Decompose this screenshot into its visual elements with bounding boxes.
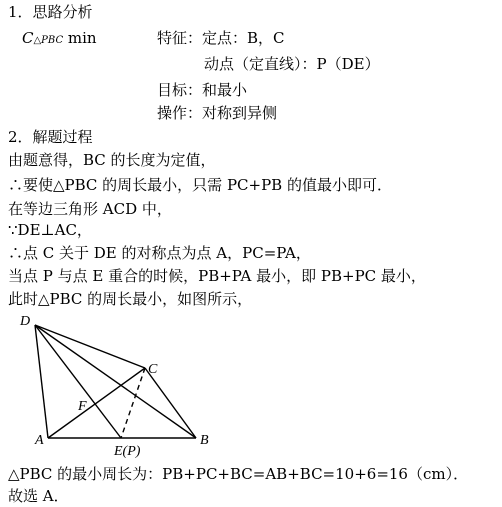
process-line: ∴要使△PBC 的周长最小，只需 PC+PB 的值最小即可． [8,176,392,194]
expr-sub: △PBC [33,35,64,46]
label-A: A [35,433,44,448]
segment-AC [48,368,145,438]
segment-DB [35,325,196,438]
conclusion-result: △PBC 的最小周长为：PB+PC+BC=AB+BC=10+6=16（cm）． [8,465,469,483]
label-D: D [20,314,31,329]
label-E: E(P) [114,444,141,459]
process-line: 此时△PBC 的周长最小，如图所示， [8,290,253,308]
analysis-heading: 1．思路分析 [8,3,93,21]
conclusion-choice: 故选 A． [8,487,69,505]
label-F: F [78,399,87,414]
process-line: 在等边三角形 ACD 中， [8,200,172,218]
process-line: ∵DE⊥AC， [8,221,92,239]
segment-DA [35,325,48,438]
process-line: ∴点 C 关于 DE 的对称点为点 A，PC=PA， [8,244,311,262]
process-line: 当点 P 与点 E 重合的时候，PB+PA 最小，即 PB+PC 最小， [8,267,426,285]
process-heading: 2．解题过程 [8,128,93,146]
moving-point-line: 动点（定直线）：P（DE） [204,55,380,73]
segment-CE-dashed [121,368,145,438]
operation-line: 操作：对称到异侧 [157,104,278,122]
segment-CB [145,368,196,438]
label-C: C [148,362,158,377]
feature-line: 特征：定点：B，C [157,29,285,47]
process-line: 由题意得，BC 的长度为定值， [8,151,216,169]
expr-tail: min [63,29,97,47]
expr-main: C [22,29,34,47]
goal-line: 目标：和最小 [157,81,248,99]
label-B: B [200,433,209,448]
